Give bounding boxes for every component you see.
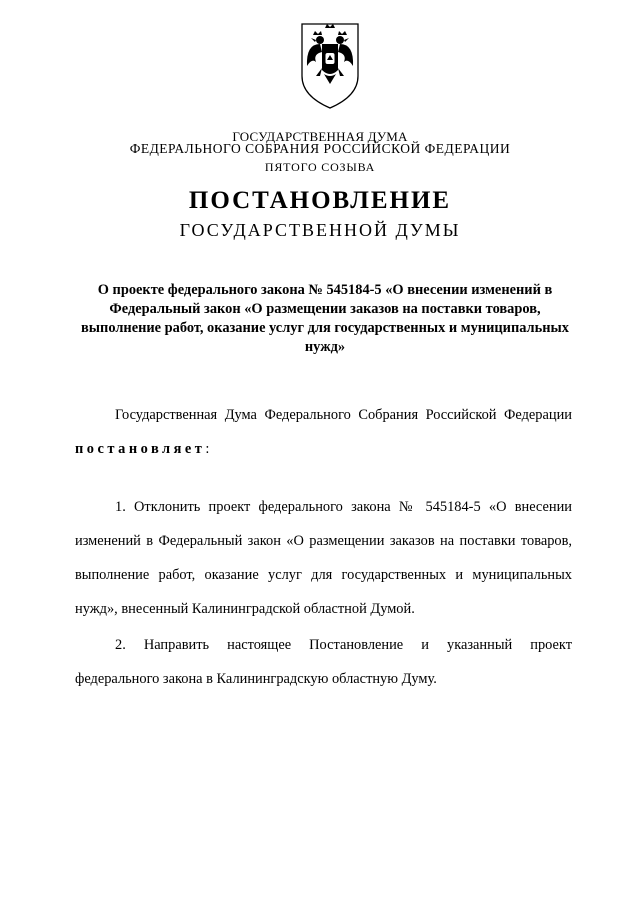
intro-colon: : xyxy=(205,441,210,457)
header-line-convocation: ПЯТОГО СОЗЫВА xyxy=(264,160,376,174)
intro-paragraph xyxy=(75,398,572,466)
decision-item-1: 1. Отклонить проект федерального закона № 545184-5 «О внесении изменений в Федеральный закон «О размещении заказов на поставки товаров, выполнение работ, оказание услуг для государственных и муниципальных нужд», внесенный Калининградской областной Думой. xyxy=(75,499,572,617)
decision-item-2: 2. Направить настоящее Постановление и указанный проект федерального закона в Калининградскую областную Думу. xyxy=(75,637,572,687)
document-subject: О проекте федерального закона № 545184-5 «О внесении изменений в Федеральный закон «О размещении заказов на поставки товаров, выполнение работ, оказание услуг для государственных и муниципальных нужд» xyxy=(81,282,569,355)
decree-word: постановляет xyxy=(75,441,206,457)
coat-of-arms-icon xyxy=(296,18,364,110)
header-line-federal-assembly: ФЕДЕРАЛЬНОГО СОБРАНИЯ РОССИЙСКОЙ ФЕДЕРАЦИИ xyxy=(129,141,511,156)
document-subtitle: ГОСУДАРСТВЕННОЙ ДУМЫ xyxy=(179,220,461,240)
intro-text: Государственная Дума Федерального Собрания Российской Федерации xyxy=(115,407,572,423)
header-line-duma: ГОСУДАРСТВЕННАЯ ДУМА xyxy=(232,129,408,144)
document-title: ПОСТАНОВЛЕНИЕ xyxy=(188,187,452,214)
